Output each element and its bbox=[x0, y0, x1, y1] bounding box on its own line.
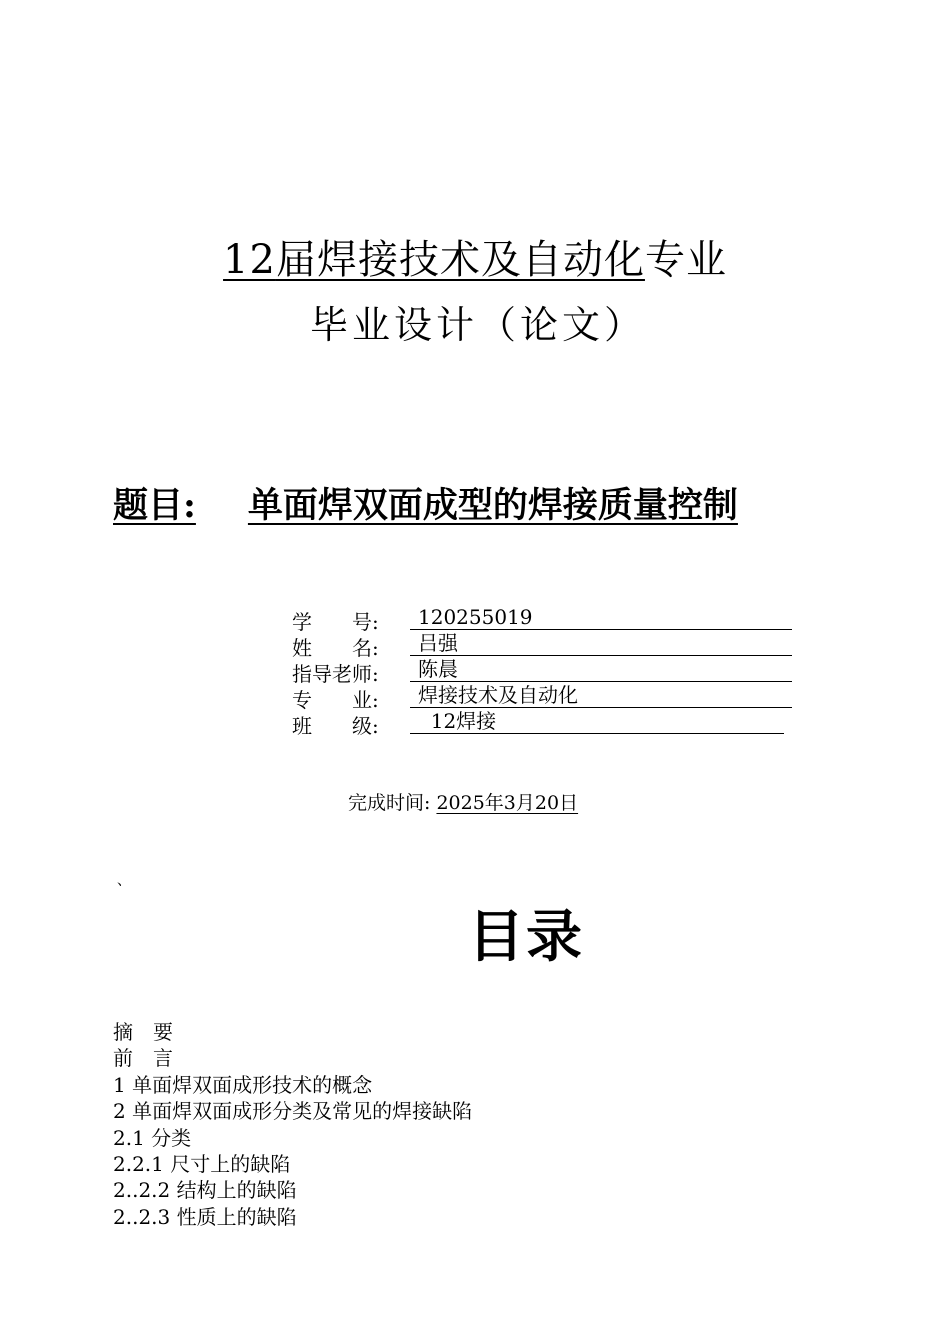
toc-item: 摘 要 bbox=[113, 1020, 173, 1044]
toc-item: 前 言 bbox=[113, 1046, 173, 1071]
cover-title-prefix: 12 bbox=[223, 237, 276, 283]
cover-title-suffix: 专业 bbox=[644, 237, 727, 283]
info-label: 学 号: bbox=[292, 610, 379, 634]
toc-item: 2.2.1 尺寸上的缺陷 bbox=[113, 1152, 291, 1177]
completion-date bbox=[348, 788, 578, 815]
topic-label: 题目: bbox=[113, 485, 196, 526]
info-value: 120255019 bbox=[410, 606, 792, 630]
info-label: 班 级: bbox=[292, 714, 379, 738]
info-value: 焊接技术及自动化 bbox=[410, 684, 792, 708]
cover-subtitle: 毕业设计（论文） bbox=[309, 303, 646, 347]
info-value: 12焊接 bbox=[410, 710, 784, 734]
info-value: 吕强 bbox=[410, 632, 792, 656]
toc-item: 2..2.2 结构上的缺陷 bbox=[113, 1178, 297, 1203]
topic-text: 单面焊双面成型的焊接质量控制 bbox=[247, 485, 738, 526]
toc-item: 2.1 分类 bbox=[113, 1125, 192, 1150]
info-label: 专 业: bbox=[292, 688, 379, 712]
completion-date-value: 2025年3月20日 bbox=[436, 792, 579, 814]
info-value: 陈晨 bbox=[410, 658, 792, 682]
toc-item: 2..2.3 性质上的缺陷 bbox=[113, 1204, 297, 1229]
cover-title-major: 届焊接技术及自动化 bbox=[275, 237, 645, 283]
stray-mark: 、 bbox=[117, 873, 131, 889]
toc-list bbox=[113, 1019, 472, 1230]
toc-title: 目录 bbox=[468, 904, 584, 970]
info-label: 姓 名: bbox=[292, 636, 379, 660]
thesis-topic bbox=[113, 478, 738, 528]
toc-item: 1 单面焊双面成形技术的概念 bbox=[113, 1072, 373, 1097]
info-label: 指导老师: bbox=[292, 662, 379, 686]
toc-item: 2 单面焊双面成形分类及常见的焊接缺陷 bbox=[113, 1099, 473, 1124]
completion-label: 完成时间: bbox=[348, 792, 431, 814]
cover-title bbox=[0, 228, 950, 285]
